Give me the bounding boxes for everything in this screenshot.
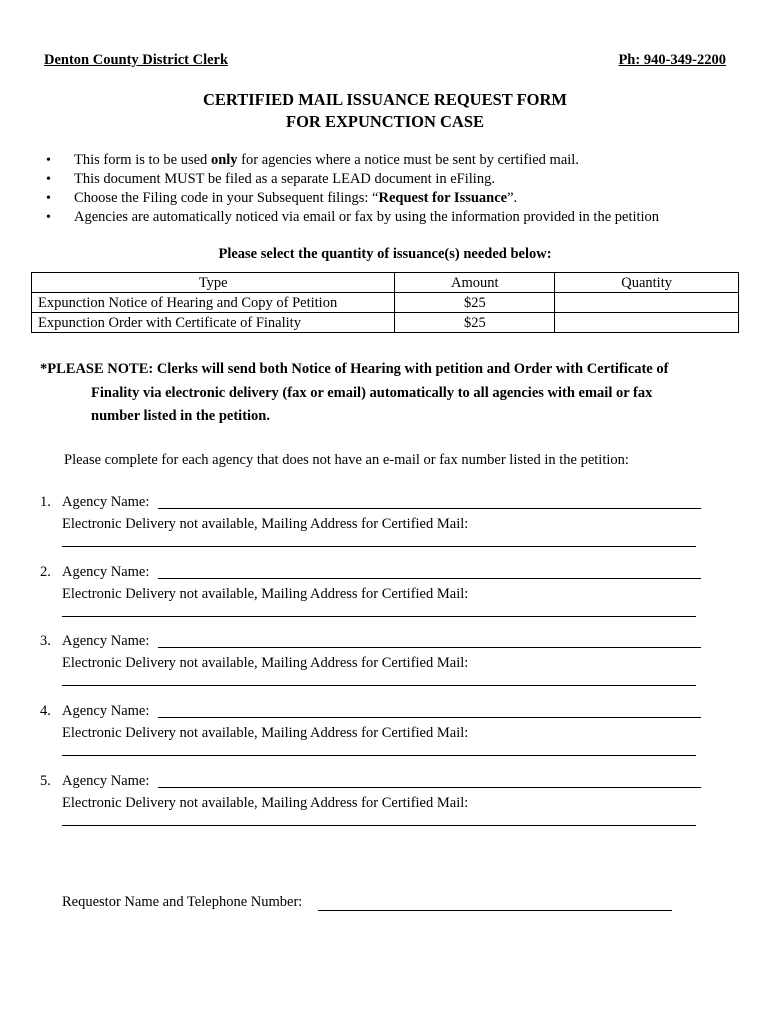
note-line-1: *PLEASE NOTE: Clerks will send both Notice of Hearing with petition and Order with Certificate of xyxy=(40,361,669,377)
bullet-marker: • xyxy=(46,191,51,206)
mailing-address-field[interactable] xyxy=(62,616,696,617)
bullet-marker: • xyxy=(46,210,51,225)
mailing-address-field[interactable] xyxy=(62,825,696,826)
note-line-2: Finality via electronic delivery (fax or email) automatically to all agencies with email or fax xyxy=(91,384,653,401)
agency-name-label: Agency Name: xyxy=(62,564,150,580)
agency-entry-3 xyxy=(40,631,710,686)
mailing-address-label: Electronic Delivery not available, Mailing Address for Certified Mail: xyxy=(62,795,469,811)
agency-name-field[interactable] xyxy=(158,647,701,648)
requestor-field[interactable] xyxy=(318,910,672,911)
instructions-list xyxy=(46,151,740,227)
agency-name-label: Agency Name: xyxy=(62,773,150,789)
quantity-instruction: Please select the quantity of issuance(s) needed below: xyxy=(218,246,552,262)
agency-entry-2 xyxy=(40,562,710,617)
instruction-emphasis: only xyxy=(210,152,238,168)
instruction-text: Agencies are automatically noticed via email or fax by using the information provided in the petition xyxy=(74,209,660,225)
quantity-field[interactable] xyxy=(555,313,739,333)
agency-name-label: Agency Name: xyxy=(62,633,150,649)
form-title-line-2: FOR EXPUNCTION CASE xyxy=(285,112,485,131)
clerk-office-name: Denton County District Clerk xyxy=(44,52,229,68)
amount-cell: $25 xyxy=(395,293,555,313)
agency-name-field[interactable] xyxy=(158,508,701,509)
instruction-text: for agencies where a notice must be sent by certified mail. xyxy=(237,152,579,168)
instruction-text: ”. xyxy=(507,190,518,206)
instruction-text: This document MUST be filed as a separate LEAD document in eFiling. xyxy=(74,171,495,187)
requestor-label: Requestor Name and Telephone Number: xyxy=(62,894,303,910)
column-header-amount: Amount xyxy=(395,273,555,293)
quantity-field[interactable] xyxy=(555,293,739,313)
mailing-address-field[interactable] xyxy=(62,755,696,756)
agency-number: 1. xyxy=(40,494,51,510)
agency-number: 3. xyxy=(40,633,51,649)
instruction-text: Choose the Filing code in your Subsequent filings: “ xyxy=(74,190,379,206)
table-row xyxy=(32,313,739,333)
type-cell: Expunction Order with Certificate of Finality xyxy=(32,313,395,333)
agency-entry-4 xyxy=(40,701,710,756)
mailing-address-field[interactable] xyxy=(62,685,696,686)
requestor-section xyxy=(62,894,682,914)
bullet-marker: • xyxy=(46,172,51,187)
agency-name-label: Agency Name: xyxy=(62,494,150,510)
column-header-type: Type xyxy=(32,273,395,293)
table-row xyxy=(32,293,739,313)
instruction-item xyxy=(46,151,740,170)
agency-name-field[interactable] xyxy=(158,717,701,718)
agency-number: 5. xyxy=(40,773,51,789)
instruction-emphasis: Request for Issuance xyxy=(378,190,508,206)
agency-name-field[interactable] xyxy=(158,787,701,788)
mailing-address-label: Electronic Delivery not available, Mailing Address for Certified Mail: xyxy=(62,725,469,741)
instruction-text: This form is to be used xyxy=(74,152,211,168)
issuance-table xyxy=(31,272,739,333)
agency-number: 2. xyxy=(40,564,51,580)
agency-entry-1 xyxy=(40,492,710,547)
mailing-address-field[interactable] xyxy=(62,546,696,547)
agency-entry-5 xyxy=(40,771,710,826)
amount-cell: $25 xyxy=(395,313,555,333)
please-note xyxy=(40,358,730,429)
mailing-address-label: Electronic Delivery not available, Mailing Address for Certified Mail: xyxy=(62,586,469,602)
form-title xyxy=(0,89,770,133)
instruction-item xyxy=(46,208,740,227)
bullet-marker: • xyxy=(46,153,51,168)
column-header-quantity: Quantity xyxy=(555,273,739,293)
instruction-item xyxy=(46,170,740,189)
note-line-3: number listed in the petition. xyxy=(91,408,270,424)
instruction-item xyxy=(46,189,740,208)
mailing-address-label: Electronic Delivery not available, Mailing Address for Certified Mail: xyxy=(62,655,469,671)
type-cell: Expunction Notice of Hearing and Copy of Petition xyxy=(32,293,395,313)
form-title-line-1: CERTIFIED MAIL ISSUANCE REQUEST FORM xyxy=(202,90,567,109)
table-header-row xyxy=(32,273,739,293)
agency-instructions: Please complete for each agency that does not have an e-mail or fax number listed in the petition: xyxy=(64,452,629,468)
mailing-address-label: Electronic Delivery not available, Mailing Address for Certified Mail: xyxy=(62,516,469,532)
page-header xyxy=(44,52,726,72)
agency-number: 4. xyxy=(40,703,51,719)
agency-name-label: Agency Name: xyxy=(62,703,150,719)
clerk-phone: Ph: 940-349-2200 xyxy=(618,52,726,68)
agency-name-field[interactable] xyxy=(158,578,701,579)
